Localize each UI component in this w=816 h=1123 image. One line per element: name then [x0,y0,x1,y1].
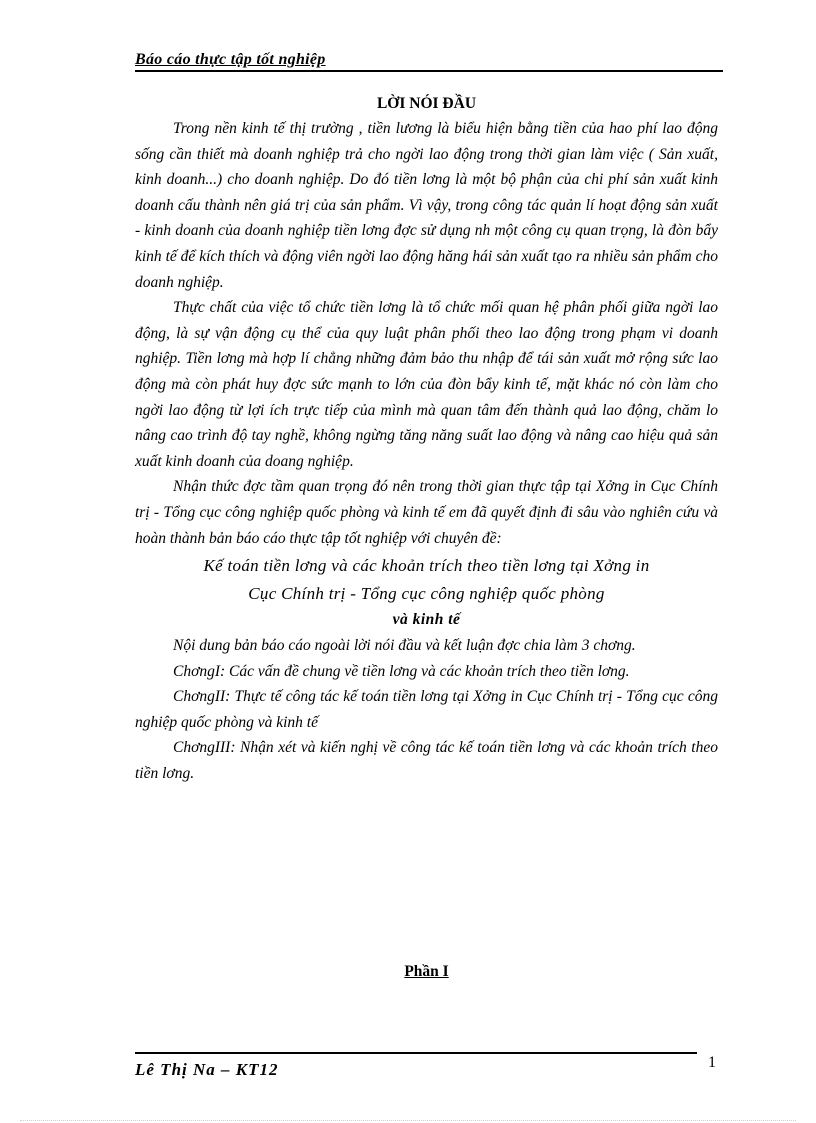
intro-paragraph-3: Nhận thức đợc tầm quan trọng đó nên trong thời gian thực tập tại Xởng in Cục Chính trị - Tổng cục công nghiệp quốc phòng và kinh tế em đã quyết định đi sâu vào nghiên cứu và hoàn thành bản báo cáo thực tập tốt nghiệp với chuyên đề: [135,478,718,547]
footer-divider [135,1052,697,1054]
topic-line-2: Cục Chính trị - Tổng cục công nghiệp quốc phòng [248,584,605,604]
footer-author: Lê Thị Na – KT12 [135,1060,279,1079]
topic-line-1: Kế toán tiền lơng và các khoản trích theo tiền lơng tại Xởng in [203,556,650,576]
intro-paragraph-2: Thực chất của việc tổ chức tiền lơng là tổ chức mối quan hệ phân phối giữa ngời lao động, là sự vận động cụ thể của quy luật phân phối theo lao động trong phạm vi doanh nghiệp. Tiền lơng mà hợp lí chẳng những đảm bảo thu nhập để tái sản xuất mở rộng sức lao động mà còn phát huy đợc sức mạnh to lớn của đòn bẩy kinh tế, mặt khác nó còn làm cho ngời lao động từ lợi ích trực tiếp của mình mà quan tâm đến thành quả lao động, chăm lo nâng cao trình độ tay nghề, không ngừng tăng năng suất lao động và nâng cao hiệu quả sản xuất kinh doanh của doang nghiệp. [135,299,718,470]
outline-chapter-3: ChơngIII: Nhận xét và kiến nghị về công tác kế toán tiền lơng và các khoản trích theo tiền lơng. [135,739,718,783]
outline-chapter-2: ChơngII: Thực tế công tác kế toán tiền lơng tại Xởng in Cục Chính trị - Tổng cục công nghiệp quốc phòng và kinh tế [135,688,718,731]
outline-chapter-1: ChơngI: Các vấn đề chung về tiền lơng và các khoản trích theo tiền lơng. [173,662,630,680]
topic-line-3: và kinh tế [392,611,461,629]
header-title: Báo cáo thực tập tốt nghiệp [135,51,326,68]
page-title: LỜI NÓI ĐẦU [376,95,477,112]
outline-intro: Nội dung bản báo cáo ngoài lời nói đầu và kết luận đợc chia làm 3 chơng. [173,637,636,655]
intro-paragraph-1: Trong nền kinh tế thị trường , tiền lương là biểu hiện bằng tiền của hao phí lao động sống cần thiết mà doanh nghiệp trả cho ngời lao động trong thời gian làm việc ( Sản xuất, kinh doanh...) cho doanh nghiệp. Do đó tiền lơng là một bộ phận của chi phí sản xuất kinh doanh cấu thành nên giá trị của sản phẩm. Vì vậy, trong công tác quản lí hoạt động sản xuất - kinh doanh của doanh nghiệp tiền lơng đợc sử dụng nh một công cụ quan trọng, là đòn bẩy kinh tế để kích thích và động viên ngời lao động hăng hái sản xuất tạo ra nhiều sản phẩm cho doanh nghiệp. [135,120,718,291]
section-heading: Phần I [404,963,449,980]
page-header [135,50,723,72]
document-body [135,92,718,787]
page-number: 1 [708,1054,716,1071]
page-bottom-border [20,1120,796,1121]
